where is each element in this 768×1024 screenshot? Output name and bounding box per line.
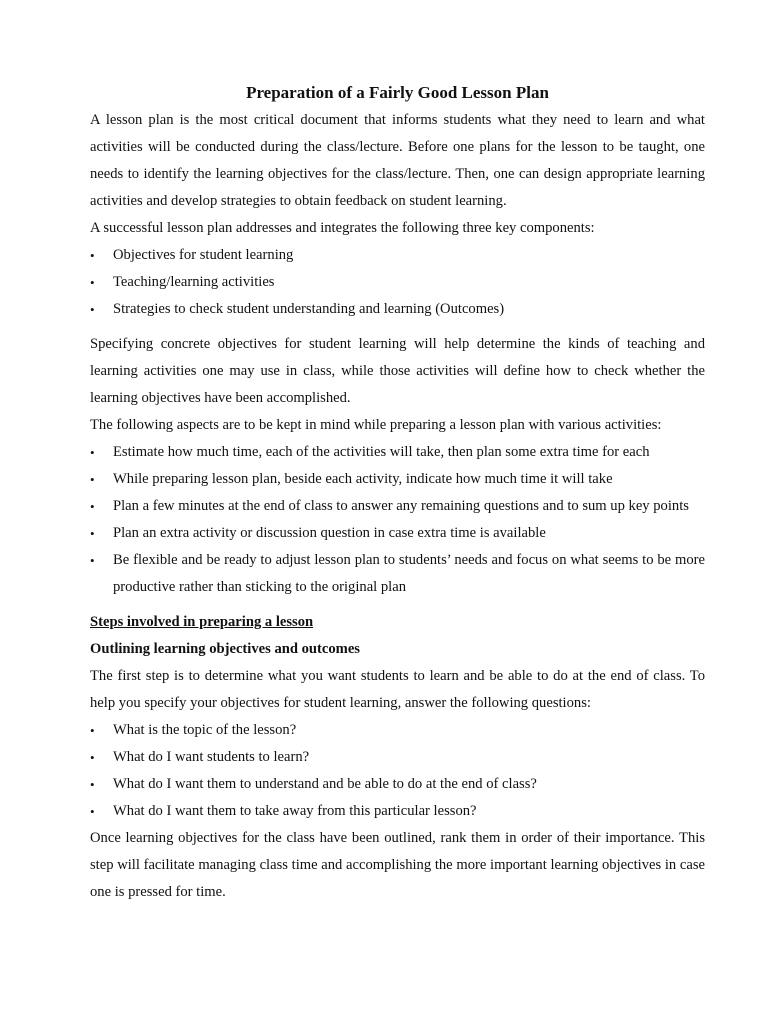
list-item: [90, 439, 705, 466]
list-item-text: Plan an extra activity or discussion question in case extra time is available: [113, 525, 546, 541]
list-item-text: Be flexible and be ready to adjust lesson plan to students’ needs and focus on what seems to be more productive rather than sticking to the original plan: [113, 552, 705, 595]
list-item: [90, 717, 705, 744]
bullet-icon: •: [90, 445, 95, 460]
list-item-text: Strategies to check student understanding and learning (Outcomes): [113, 301, 505, 317]
list-item-text: Teaching/learning activities: [113, 274, 275, 290]
bullet-icon: •: [90, 248, 95, 263]
bullet-icon: •: [90, 723, 95, 738]
list-item: [90, 771, 705, 798]
list-item: [90, 493, 705, 520]
steps-heading: Steps involved in preparing a lesson: [90, 614, 314, 630]
outline-heading: Outlining learning objectives and outcomes: [90, 641, 360, 657]
list-item-text: What do I want them to take away from this particular lesson?: [113, 803, 477, 819]
list-item: [90, 466, 705, 493]
bullet-icon: •: [90, 275, 95, 290]
list-item-text: While preparing lesson plan, beside each activity, indicate how much time it will take: [113, 471, 613, 487]
first-step-paragraph: The first step is to determine what you want students to learn and be able to do at the end of class. To help you specify your objectives for student learning, answer the following questions:: [90, 668, 705, 711]
list-item: [90, 547, 705, 601]
bullet-icon: •: [90, 499, 95, 514]
list-item-text: Estimate how much time, each of the activities will take, then plan some extra time for each: [113, 444, 650, 460]
closing-paragraph: Once learning objectives for the class have been outlined, rank them in order of their importance. This step will facilitate managing class time and accomplishing the more important learning objectives in case one is pressed for time.: [90, 830, 705, 900]
components-list: [90, 242, 705, 323]
list-item: [90, 744, 705, 771]
aspects-intro: The following aspects are to be kept in mind while preparing a lesson plan with various activities:: [90, 417, 662, 433]
bullet-icon: •: [90, 302, 95, 317]
list-item: [90, 520, 705, 547]
list-item: [90, 296, 705, 323]
bullet-icon: •: [90, 804, 95, 819]
bullet-icon: •: [90, 553, 95, 568]
list-item: [90, 242, 705, 269]
bullet-icon: •: [90, 472, 95, 487]
intro-paragraph: A lesson plan is the most critical document that informs students what they need to learn and what activities will be conducted during the class/lecture. Before one plans for the lesson to be taught, one needs to identify the learning objectives for the class/lecture. Then, one can design appropriate learning activities and develop strategies to obtain feedback on student learning.: [90, 112, 705, 209]
list-item-text: What do I want students to learn?: [113, 749, 310, 765]
bullet-icon: •: [90, 777, 95, 792]
components-intro: A successful lesson plan addresses and integrates the following three key components:: [90, 220, 595, 236]
objectives-paragraph: Specifying concrete objectives for student learning will help determine the kinds of teaching and learning activities one may use in class, while those activities will define how to check whether the learning objectives have been accomplished.: [90, 336, 705, 406]
document-page: [90, 80, 705, 906]
bullet-icon: •: [90, 750, 95, 765]
list-item: [90, 269, 705, 296]
list-item-text: What do I want them to understand and be able to do at the end of class?: [113, 776, 537, 792]
document-title: Preparation of a Fairly Good Lesson Plan: [246, 83, 549, 102]
aspects-list: [90, 439, 705, 601]
bullet-icon: •: [90, 526, 95, 541]
list-item-text: What is the topic of the lesson?: [113, 722, 297, 738]
questions-list: [90, 717, 705, 825]
list-item-text: Plan a few minutes at the end of class to answer any remaining questions and to sum up key points: [113, 498, 689, 514]
list-item: [90, 798, 705, 825]
list-item-text: Objectives for student learning: [113, 247, 294, 263]
